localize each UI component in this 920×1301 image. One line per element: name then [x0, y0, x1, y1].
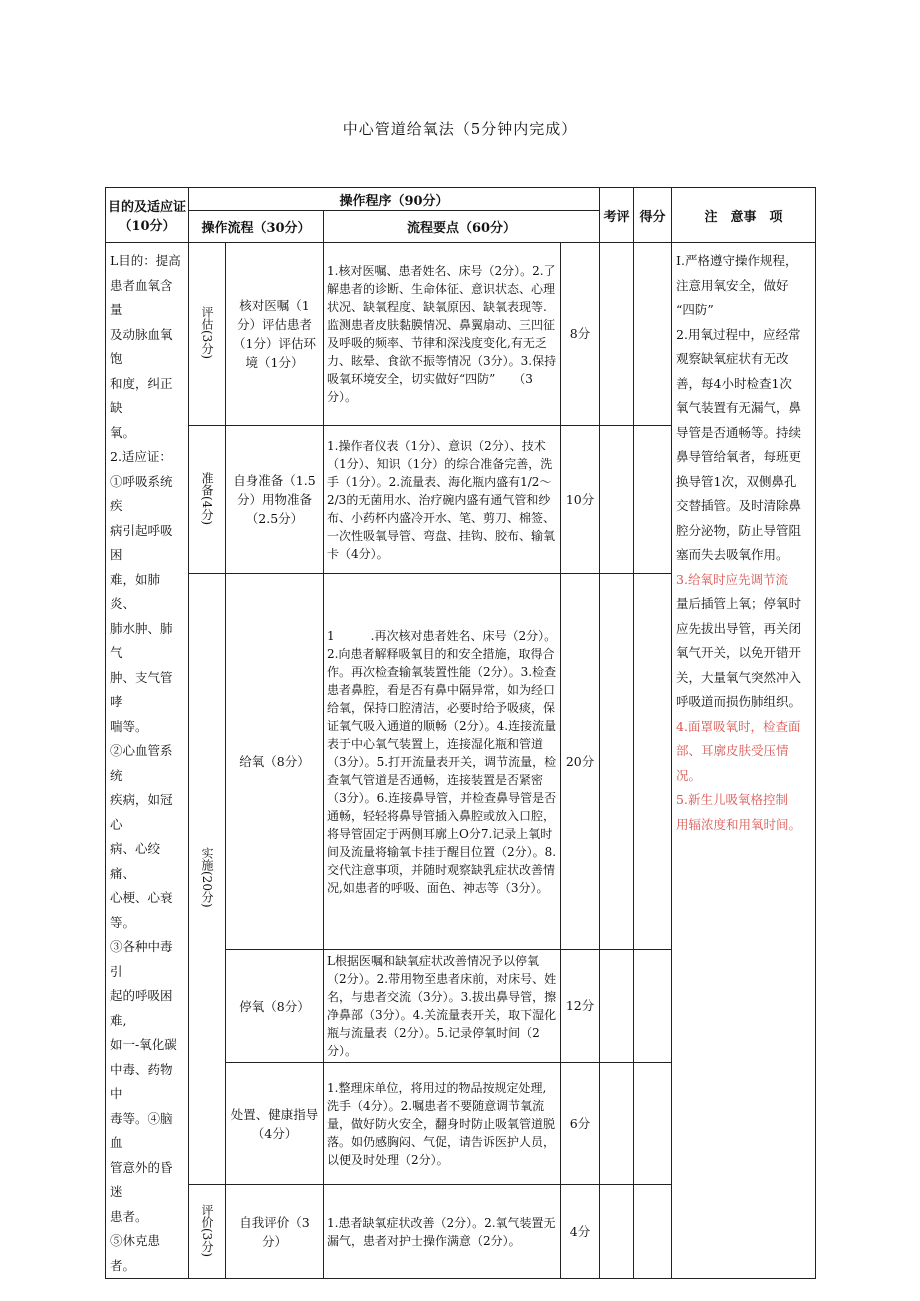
note-line: 鼻导管给氧者，每班更 — [676, 449, 802, 464]
note-line: 呼吸道而损伤肺组织。 — [676, 694, 802, 709]
flow-header: 操作流程（30分） — [189, 211, 324, 243]
score-assess: 8分 — [561, 243, 600, 426]
note-line: 应先拔出导管，再关闭 — [676, 620, 802, 636]
procedure-table — [105, 187, 816, 1279]
note-line: 氧气装置有无漏气，鼻 — [676, 400, 802, 415]
purpose-line: ③各种中毒引 — [110, 939, 173, 979]
purpose-line: 及动脉血氧饱 — [110, 326, 173, 366]
points-stop-oxygen: L根据医嘱和缺氧症状改善情况予以停氧（2分）。2.带用物至患者床前，对床号、姓名，与患者交流（3分）。3.拔出鼻导管，擦净鼻部（3分）。4.关流量表开关，取下湿化瓶与流量表（2分）。5.记录停氧时间（2分）。 — [324, 950, 561, 1063]
purpose-line: 中毒、药物中 — [110, 1061, 173, 1101]
note-line: 用辐浓度和用氧时间。 — [676, 816, 802, 832]
purpose-line: 病引起呼吸困 — [110, 522, 173, 562]
purpose-line: 难，如肺炎、 — [110, 571, 161, 611]
note-line: 善，每4小时检查1次 — [676, 375, 792, 391]
note-line: 腔分泌物，防止导管阻 — [676, 522, 802, 538]
purpose-line: 患者血氧含量 — [110, 277, 173, 317]
purpose-line: 起的呼吸困难, — [110, 988, 173, 1028]
notes-text — [676, 249, 811, 837]
purpose-line: ②心血管系统 — [110, 743, 173, 783]
stage-implement: 实施(20分) — [189, 574, 226, 1185]
score-cell — [634, 574, 672, 950]
score-cell — [634, 950, 672, 1063]
score-evaluate: 4分 — [561, 1185, 600, 1279]
note-line: 5.新生儿吸氧格控制 — [676, 792, 788, 807]
note-line: 3.给氧时应先调节流 — [676, 571, 788, 587]
flow-give-oxygen: 给氧（8分） — [226, 574, 324, 950]
note-line: 交替插管。及时清除鼻 — [676, 498, 802, 513]
review-header: 考评 — [600, 188, 634, 243]
purpose-line: ①呼吸系统疾 — [110, 473, 173, 513]
review-cell — [600, 243, 634, 426]
purpose-line: 和度，纠正缺 — [110, 375, 173, 415]
purpose-line: L目的：提高 — [110, 253, 181, 268]
purpose-line: 喘等。 — [110, 718, 148, 734]
notes-cell — [672, 243, 816, 1279]
score-give-oxygen: 20分 — [561, 574, 600, 950]
purpose-line: 氧。 — [110, 424, 136, 440]
review-cell — [600, 574, 634, 950]
score-stop-oxygen: 12分 — [561, 950, 600, 1063]
score-cell — [634, 243, 672, 426]
purpose-line: 2.适应证： — [110, 449, 172, 464]
flow-assess: 核对医嘱（1分）评估患者（1分）评估环境（1分） — [226, 243, 324, 426]
points-header: 流程要点（60分） — [324, 211, 600, 243]
page-title: 中心管道给氧法（5分钟内完成） — [342, 120, 578, 138]
stage-assess: 评估(3分) — [189, 243, 226, 426]
score-cell — [634, 426, 672, 574]
note-line: 塞而失去吸氧作用。 — [676, 547, 789, 562]
note-line: I.严格遵守操作规程， — [676, 253, 798, 268]
purpose-cell — [106, 243, 189, 1279]
points-evaluate: 1.患者缺氧症状改善（2分）。2.氧气装置无漏气，患者对护士操作满意（2分）。 — [324, 1185, 561, 1279]
purpose-line: 如一-氧化碳 — [110, 1037, 177, 1052]
note-line: 部、耳廓皮肤受压情况。 — [676, 743, 789, 783]
score-dispose: 6分 — [561, 1063, 600, 1185]
points-assess: 1.核对医嘱、患者姓名、床号（2分）。2.了解患者的诊断、生命体征、意识状态、心理状况、缺氧程度、缺氧原因、缺氧表现等.监测患者皮肤黏膜情况、鼻翼扇动、三凹征及呼吸的频率、节律和深浅度变化,有无乏力、眩晕、食欲不振等情况（3分）。3.保持吸氧环境安全，切实做好“四防” （3分）。 — [324, 243, 561, 426]
purpose-text — [110, 249, 184, 1278]
purpose-line: 病、心绞痛、 — [110, 841, 161, 881]
note-line: 观察缺氧症状有无改 — [676, 351, 789, 366]
note-line: 4.面罩吸氧时，检查面 — [676, 718, 801, 734]
purpose-header: 目的及适应证（10分） — [106, 188, 189, 243]
flow-evaluate: 自我评价（3分） — [226, 1185, 324, 1279]
points-prepare: 1.操作者仪表（1分）、意识（2分）、技术（1分）、知识（1分）的综合准备完善，洗手（1分）。2.流量表、海化瓶内盛有1/2～2/3的无菌用水、治疗碗内盛有通气管和纱布、小药杯内盛冷开水、笔、剪刀、棉签、一次性吸氧导管、弯盘、挂钩、胶布、输氧卡（4分）。 — [324, 426, 561, 574]
flow-prepare: 自身准备（1.5分）用物准备（2.5分） — [226, 426, 324, 574]
note-line: 2.用氧过程中，应经常 — [676, 326, 801, 342]
review-cell — [600, 1063, 634, 1185]
flow-stop-oxygen: 停氧（8分） — [226, 950, 324, 1063]
purpose-line: 毒等。④脑血 — [110, 1110, 173, 1150]
purpose-line: 心梗、心衰等。 — [110, 890, 173, 930]
note-line: “四防” — [676, 302, 714, 317]
score-prepare: 10分 — [561, 426, 600, 574]
purpose-line: 管意外的昏迷 — [110, 1159, 173, 1199]
score-header: 得分 — [634, 188, 672, 243]
purpose-line: ⑤休克患者。 — [110, 1233, 161, 1273]
review-cell — [600, 950, 634, 1063]
review-cell — [600, 1185, 634, 1279]
points-dispose: 1.整理床单位，将用过的物品按规定处理,洗手（4分）。2.嘱患者不要随意调节氧流量，做好防火安全，翻身时防止吸氧管道脱落。如仍感胸闷、气促，请告诉医护人员，以便及时处理（2分）。 — [324, 1063, 561, 1185]
score-cell — [634, 1063, 672, 1185]
purpose-line: 患者。 — [110, 1208, 148, 1224]
points-give-oxygen: 1 .再次核对患者姓名、床号（2分）。2.向患者解释吸氧目的和安全措施，取得合作。再次检查输氧装置性能（2分）。3.检查患者鼻腔，看是否有鼻中隔异常，如为经口给氧，保持口腔清洁，必要时给予吸痰，保证氧气吸入通道的顺畅（2分）。4.连接流量表于中心氧气装置上，连接湿化瓶和管道（3分）。5.打开流量表开关，调节流量，检查氧气管道是否通畅，连接装置是否紧密（3分）。6.连接鼻导管，并检查鼻导管是否通畅，轻轻将鼻导管插入鼻腔或放入口腔，将导管固定于两侧耳廓上O分7.记录上氧时间及流量将输氧卡挂于醒目位置（2分）。8.交代注意事项，并随时观察缺乳症状改善情况,如患者的呼吸、面色、神志等（3分）。 — [324, 574, 561, 950]
note-line: 注意用氧安全，做好 — [676, 277, 789, 293]
note-line: 氧气开关，以免开错开 — [676, 645, 802, 660]
notes-header: 注 意事 项 — [672, 188, 816, 243]
note-line: 关，大量氧气突然冲入 — [676, 669, 802, 685]
purpose-line: 疾病，如冠心 — [110, 792, 173, 832]
procedure-header: 操作程序（90分） — [189, 188, 600, 211]
purpose-line: 肿、支气管哮 — [110, 669, 173, 709]
note-line: 量后插管上氧；停氧时 — [676, 596, 802, 611]
stage-evaluate: 评价(3分) — [189, 1185, 226, 1279]
review-cell — [600, 426, 634, 574]
purpose-line: 肺水肿、肺气 — [110, 620, 173, 660]
note-line: 换导管1次，双侧鼻孔 — [676, 473, 797, 489]
stage-prepare: 准备(4分) — [189, 426, 226, 574]
note-line: 导管是否通畅等。持续 — [676, 424, 802, 440]
score-cell — [634, 1185, 672, 1279]
flow-dispose: 处置、健康指导（4分） — [226, 1063, 324, 1185]
